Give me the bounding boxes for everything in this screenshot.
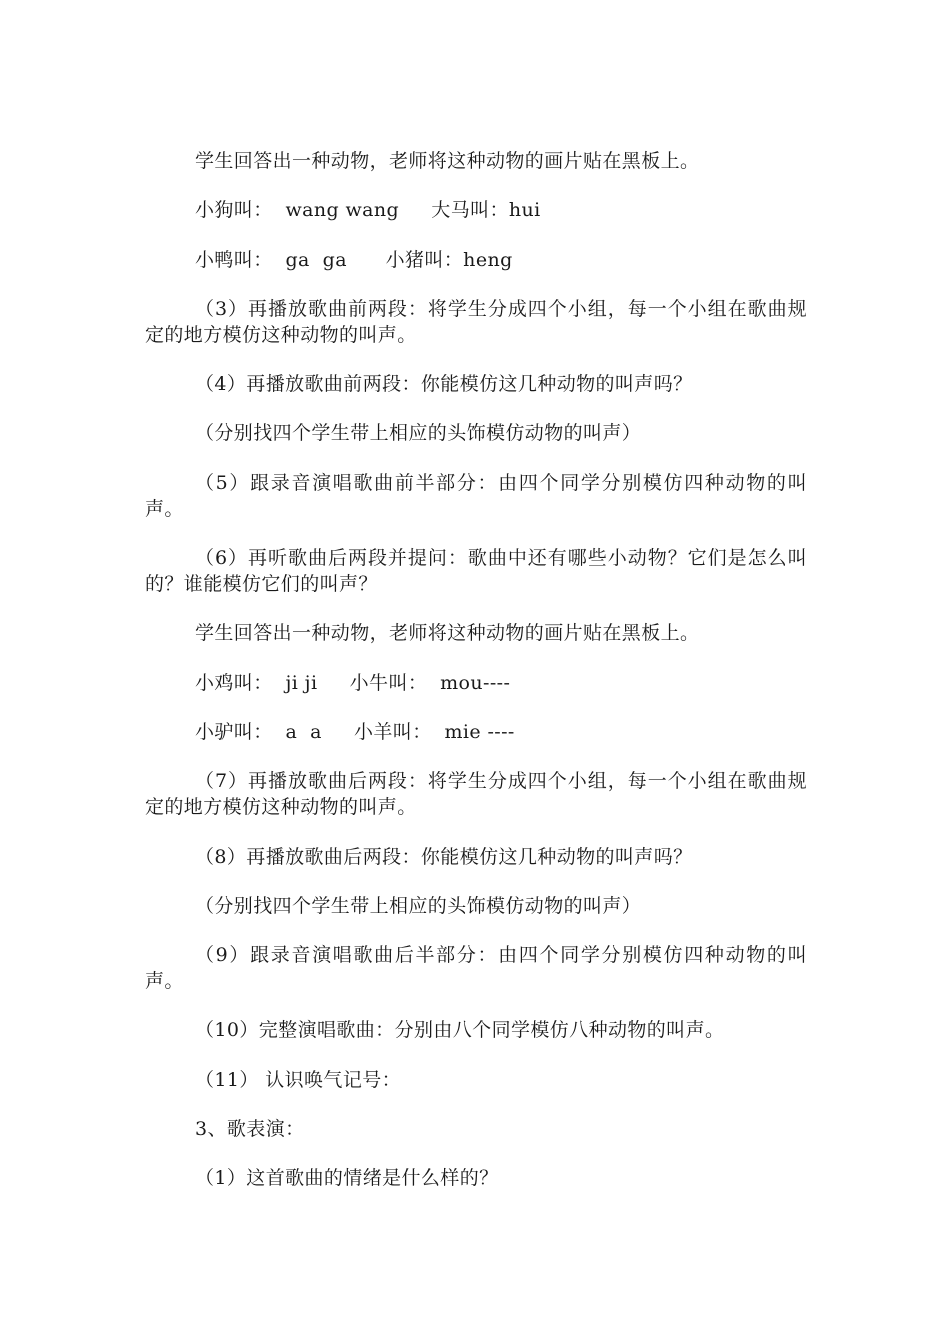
paragraph-student-answer-2: 学生回答出一种动物，老师将这种动物的画片贴在黑板上。 xyxy=(195,622,700,645)
document-body xyxy=(145,148,807,1215)
paragraph-headwear-note: （分别找四个学生带上相应的头饰模仿动物的叫声） xyxy=(195,422,642,445)
paragraph-question-1: （1）这首歌曲的情绪是什么样的？ xyxy=(195,1167,499,1190)
section-heading-song-performance: 3、歌表演： xyxy=(195,1118,305,1141)
paragraph-step-4: （4）再播放歌曲前两段：你能模仿这几种动物的叫声吗？ xyxy=(195,373,693,396)
paragraph-step-9: （9）跟录音演唱歌曲后半部分：由四个同学分别模仿四种动物的叫声。 xyxy=(145,944,807,993)
paragraph-student-answer: 学生回答出一种动物，老师将这种动物的画片贴在黑板上。 xyxy=(195,150,700,172)
paragraph-donkey-sheep-sounds: 小驴叫： a a 小羊叫： mie ---- xyxy=(195,720,515,743)
paragraph-chick-cow-sounds: 小鸡叫： ji ji 小牛叫： mou---- xyxy=(195,671,511,694)
paragraph-step-6: （6）再听歌曲后两段并提问：歌曲中还有哪些小动物？它们是怎么叫的？谁能模仿它们的叫声？ xyxy=(145,547,807,596)
paragraph-duck-pig-sounds: 小鸭叫： ga ga 小猪叫：heng xyxy=(195,248,513,271)
paragraph-step-5: （5）跟录音演唱歌曲前半部分：由四个同学分别模仿四种动物的叫声。 xyxy=(145,471,807,520)
paragraph-dog-horse-sounds: 小狗叫： wang wang 大马叫：hui xyxy=(195,199,541,222)
paragraph-step-8: （8）再播放歌曲后两段：你能模仿这几种动物的叫声吗？ xyxy=(195,845,693,868)
paragraph-step-11: （11） 认识唤气记号： xyxy=(195,1068,402,1091)
paragraph-step-7: （7）再播放歌曲后两段：将学生分成四个小组，每一个小组在歌曲规定的地方模仿这种动物的叫声。 xyxy=(145,770,807,819)
paragraph-step-10: （10）完整演唱歌曲：分别由八个同学模仿八种动物的叫声。 xyxy=(195,1019,725,1042)
paragraph-step-3: （3）再播放歌曲前两段：将学生分成四个小组，每一个小组在歌曲规定的地方模仿这种动物的叫声。 xyxy=(145,297,807,346)
paragraph-headwear-note-2: （分别找四个学生带上相应的头饰模仿动物的叫声） xyxy=(195,894,642,917)
